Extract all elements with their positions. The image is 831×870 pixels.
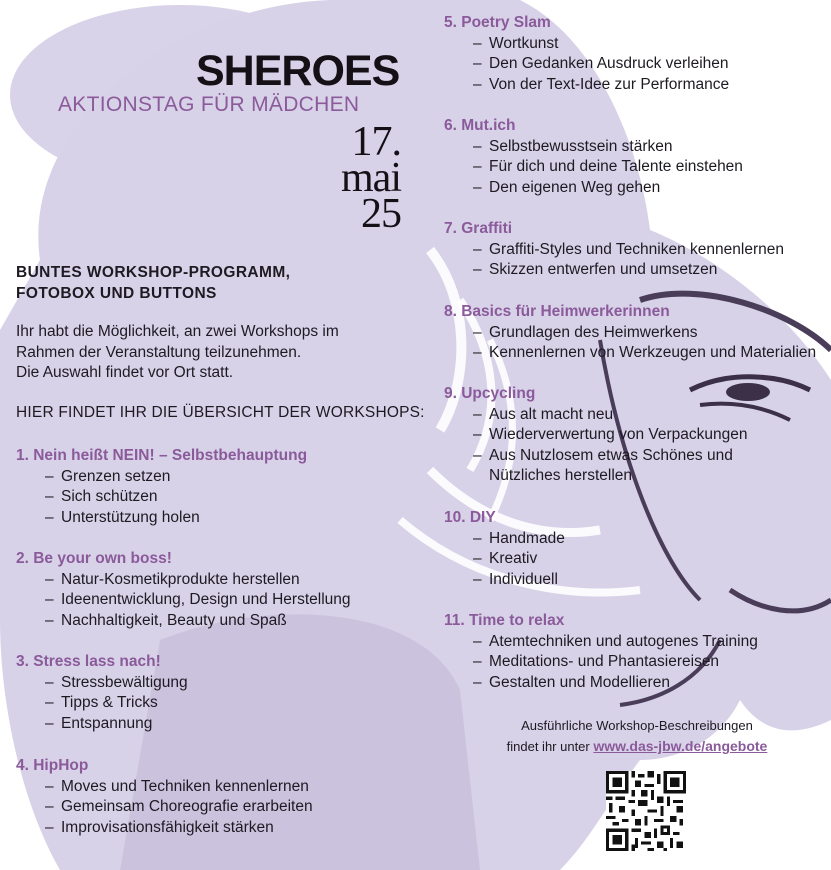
workshop-item: – Natur-Kosmetikprodukte herstellen — [16, 570, 351, 591]
workshop-title: 6. Mut.ich — [444, 117, 516, 134]
intro-heading-line: FOTOBOX UND BUTTONS — [16, 285, 217, 302]
workshop-item: – Aus alt macht neu — [444, 405, 747, 426]
intro-heading — [16, 262, 416, 304]
workshop-item: – Wiederverwertung von Verpackungen — [444, 425, 747, 446]
workshop-item: – Nachhaltigkeit, Beauty und Spaß — [16, 611, 351, 632]
workshop-item: – Kennenlernen von Werkzeugen und Materialien — [444, 343, 816, 364]
workshop-10 — [444, 508, 565, 590]
workshop-item-text: Aus Nutzlosem etwas Schönes und — [489, 446, 733, 464]
workshop-5 — [444, 13, 729, 95]
workshop-title: 10. DIY — [444, 509, 496, 526]
workshop-item: – Ideenentwicklung, Design und Herstellung — [16, 590, 351, 611]
workshop-item: – Moves und Techniken kennenlernen — [16, 777, 313, 798]
brand-subtitle: AKTIONSTAG FÜR MÄDCHEN — [58, 93, 360, 116]
workshop-item: – Sich schützen — [16, 487, 307, 508]
workshop-4 — [16, 756, 313, 838]
workshop-item: – Für dich und deine Talente einstehen — [444, 157, 743, 178]
workshop-title: 2. Be your own boss! — [16, 550, 172, 567]
workshop-item: – Individuell — [444, 570, 565, 591]
workshop-11 — [444, 611, 758, 693]
workshop-item-continuation: Nützliches herstellen — [489, 467, 633, 485]
workshop-8 — [444, 302, 816, 364]
intro-text — [16, 322, 436, 384]
workshop-9 — [444, 384, 747, 487]
date-month: mai — [341, 155, 401, 201]
workshop-item: – Gemeinsam Choreografie erarbeiten — [16, 797, 313, 818]
footer-line — [444, 736, 830, 757]
workshop-item: – Selbstbewusstsein stärken — [444, 137, 743, 158]
overview-heading: HIER FINDET IHR DIE ÜBERSICHT DER WORKSHOPS: — [16, 404, 425, 421]
workshop-item: – Handmade — [444, 529, 565, 550]
workshop-1 — [16, 446, 307, 528]
footer-line: Ausführliche Workshop-Beschreibungen — [521, 718, 753, 733]
workshop-item: – Grenzen setzen — [16, 467, 307, 488]
website-link[interactable]: www.das-jbw.de/angebote — [593, 738, 768, 754]
footer-prefix: findet ihr unter — [506, 739, 594, 754]
workshop-item: – Stressbewältigung — [16, 673, 188, 694]
workshop-item: – Atemtechniken und autogenes Training — [444, 632, 758, 653]
workshop-title: 11. Time to relax — [444, 612, 565, 629]
intro-text-line: Die Auswahl findet vor Ort statt. — [16, 364, 234, 381]
workshop-item: – Von der Text-Idee zur Performance — [444, 75, 729, 96]
workshop-2 — [16, 549, 351, 631]
workshop-item: – Unterstützung holen — [16, 508, 307, 529]
workshop-title: 7. Graffiti — [444, 220, 513, 237]
event-date — [281, 119, 401, 237]
qr-code-icon[interactable] — [606, 771, 686, 851]
date-day: 17. — [351, 119, 401, 165]
workshop-title: 8. Basics für Heimwerkerinnen — [444, 303, 670, 320]
brand-title: SHEROES — [196, 47, 400, 95]
workshop-title: 4. HipHop — [16, 757, 89, 774]
workshop-item: – Tipps & Tricks — [16, 693, 188, 714]
intro-text-line: Ihr habt die Möglichkeit, an zwei Workshops im — [16, 323, 339, 340]
workshop-item: – Improvisationsfähigkeit stärken — [16, 818, 313, 839]
workshop-item: – Wortkunst — [444, 34, 729, 55]
workshop-item — [444, 446, 747, 487]
intro-heading-line: BUNTES WORKSHOP-PROGRAMM, — [16, 264, 291, 281]
date-year: 25 — [361, 191, 401, 237]
workshop-item: – Graffiti-Styles und Techniken kennenlernen — [444, 240, 784, 261]
workshop-title: 9. Upcycling — [444, 385, 536, 402]
workshop-item: – Skizzen entwerfen und umsetzen — [444, 260, 784, 281]
intro-text-line: Rahmen der Veranstaltung teilzunehmen. — [16, 343, 302, 361]
workshop-6 — [444, 116, 743, 198]
workshop-title: 3. Stress lass nach! — [16, 653, 161, 670]
workshop-item: – Den eigenen Weg gehen — [444, 178, 743, 199]
workshop-7 — [444, 219, 784, 281]
workshop-title: 1. Nein heißt NEIN! – Selbstbehauptung — [16, 447, 308, 464]
footer-info — [444, 716, 830, 757]
workshop-item: – Gestalten und Modellieren — [444, 673, 758, 694]
workshop-3 — [16, 652, 188, 734]
workshop-item: – Grundlagen des Heimwerkens — [444, 323, 816, 344]
workshop-item: – Kreativ — [444, 549, 565, 570]
workshop-title: 5. Poetry Slam — [444, 14, 551, 31]
workshop-item: – Meditations- und Phantasiereisen — [444, 652, 758, 673]
workshop-item: – Entspannung — [16, 714, 188, 735]
workshop-item: – Den Gedanken Ausdruck verleihen — [444, 54, 729, 75]
